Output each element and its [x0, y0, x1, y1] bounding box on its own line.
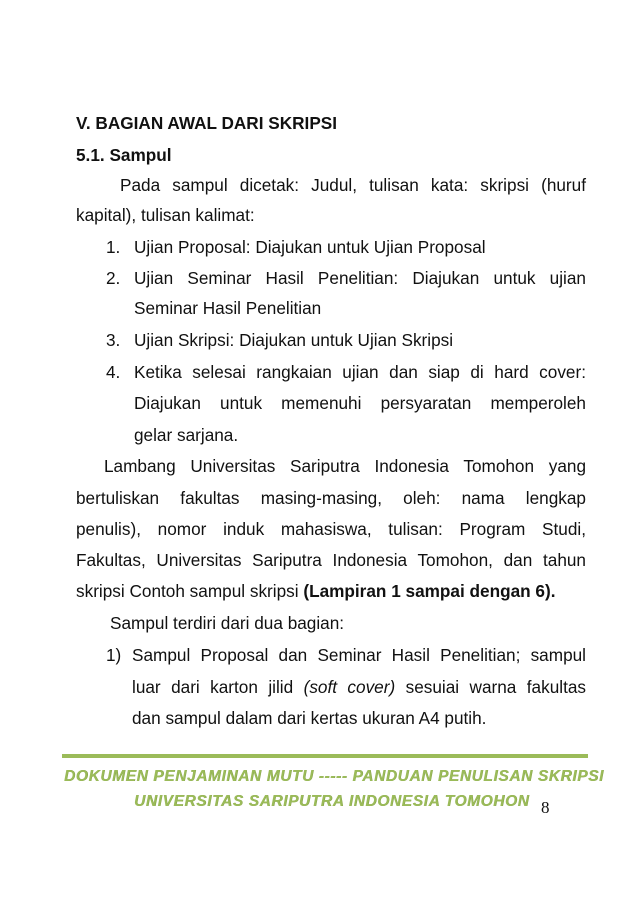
list-number: 1): [106, 645, 122, 665]
paragraph-line: [76, 579, 556, 603]
list-item: Sampul Proposal dan Seminar Hasil Penelitian; sampul: [132, 645, 586, 665]
paragraph-line: bertuliskan fakultas masing-masing, oleh: nama lengkap: [76, 488, 586, 508]
list-item: Ujian Proposal: Diajukan untuk Ujian Proposal: [134, 237, 486, 257]
list-item: gelar sarjana.: [134, 425, 239, 445]
list-number: 1.: [106, 237, 121, 257]
subsection-heading: 5.1. Sampul: [76, 145, 172, 165]
paragraph-line: Pada sampul dicetak: Judul, tulisan kata: skripsi (huruf: [120, 175, 586, 195]
list-number: 3.: [106, 330, 121, 350]
footer-title: DOKUMEN PENJAMINAN MUTU ----- PANDUAN PENULISAN SKRIPSI: [64, 768, 604, 785]
paragraph-line: Sampul terdiri dari dua bagian:: [110, 613, 345, 633]
paragraph-line: Lambang Universitas Sariputra Indonesia Tomohon yang: [104, 456, 586, 476]
page-number: 8: [541, 798, 550, 817]
list-item: [132, 675, 586, 699]
footer-institution: UNIVERSITAS SARIPUTRA INDONESIA TOMOHON: [134, 793, 530, 810]
list-item: Diajukan untuk memenuhi persyaratan memperoleh: [134, 393, 586, 413]
section-heading: V. BAGIAN AWAL DARI SKRIPSI: [76, 113, 338, 133]
list-item: Ujian Seminar Hasil Penelitian: Diajukan untuk ujian: [134, 268, 586, 288]
lampiran-reference: (Lampiran 1 sampai dengan 6).: [303, 581, 556, 601]
paragraph-text: skripsi Contoh sampul skripsi: [76, 581, 304, 601]
soft-cover-term: (soft cover): [303, 677, 396, 697]
list-item-text: luar dari karton jilid: [132, 677, 304, 697]
footer-divider: [62, 754, 588, 758]
list-number: 2.: [106, 268, 121, 288]
list-item: Ujian Skripsi: Diajukan untuk Ujian Skripsi: [134, 330, 454, 350]
paragraph-line: kapital), tulisan kalimat:: [76, 205, 255, 225]
paragraph-line: penulis), nomor induk mahasiswa, tulisan: Program Studi,: [76, 519, 586, 539]
list-item-text: sesuiai warna fakultas: [395, 677, 586, 697]
paragraph-line: Fakultas, Universitas Sariputra Indonesia Tomohon, dan tahun: [76, 550, 586, 570]
list-item: Ketika selesai rangkaian ujian dan siap di hard cover:: [134, 362, 586, 382]
list-number: 4.: [106, 362, 121, 382]
list-item: dan sampul dalam dari kertas ukuran A4 putih.: [132, 708, 487, 728]
list-item: Seminar Hasil Penelitian: [134, 298, 322, 318]
